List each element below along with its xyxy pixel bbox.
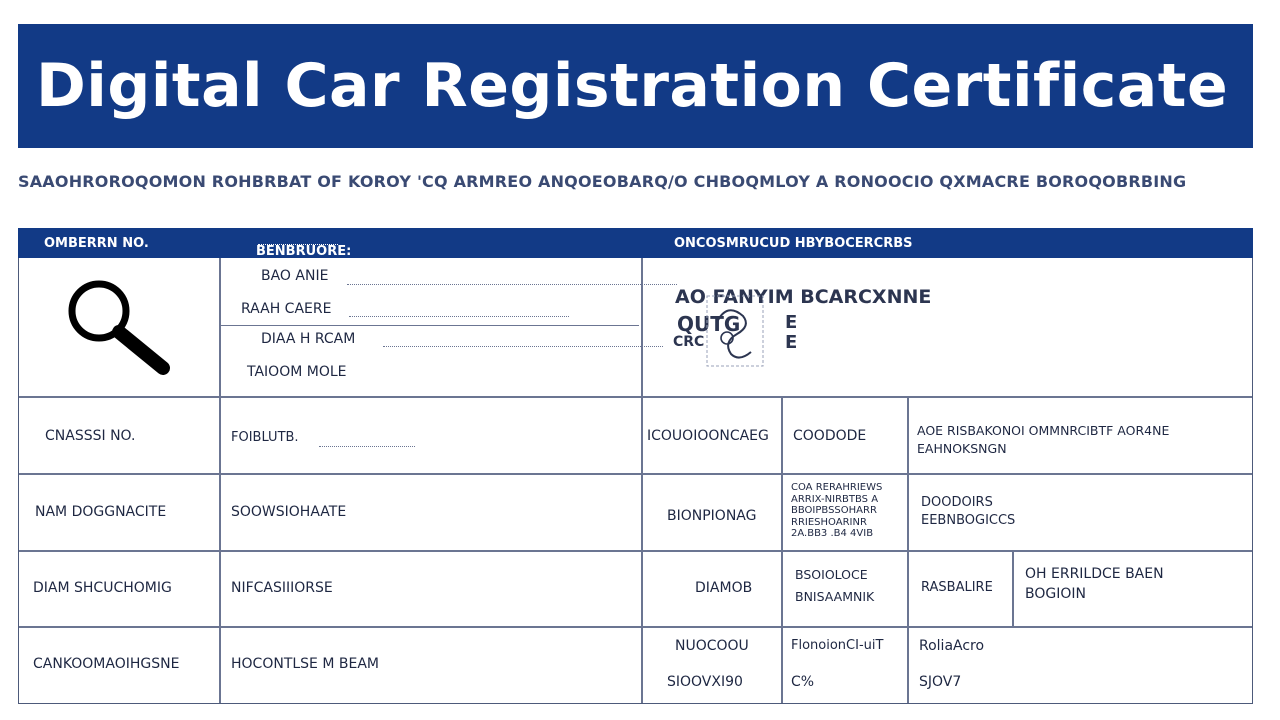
owner-leader-3 xyxy=(383,346,663,347)
row1-col4: COODODE xyxy=(793,428,867,444)
row4-label: CANKOOMAOIHGSNE xyxy=(33,656,180,672)
col-header-number: OMBERRN NO. xyxy=(44,236,149,251)
certificate-subtitle: SAAOHROROQOMON ROHBRBAT OF KOROY 'CQ ARMREO ANQOEOBARQ/O CHBOQMLOY A RONOOCIO QXMACRE BOROQOBRBING xyxy=(18,172,1187,191)
owner-leader-2 xyxy=(349,316,569,317)
col-header-leader xyxy=(258,244,338,245)
row3-label: DIAM SHCUCHOMIG xyxy=(33,580,172,596)
row4-col4b: C% xyxy=(791,674,815,690)
row2-label: NAM DOGGNACITE xyxy=(35,504,167,520)
row3-col4: BSOIOLOCE BNISAAMNIK xyxy=(795,567,875,604)
row2-value: SOOWSIOHAATE xyxy=(231,504,347,520)
stamp-mark-1: E xyxy=(785,312,798,333)
col-header-owner-label: BENBRUORE: xyxy=(256,244,352,259)
row1-leader xyxy=(319,446,415,447)
row3-col5b: OH ERRILDCE BAEN BOGIOIN xyxy=(1025,566,1164,602)
row4-col5a: RoliaAcro xyxy=(919,638,985,654)
row1-value: FOIBLUTB. xyxy=(231,430,299,445)
row1-col5: AOE RISBAKONOI OMMNRCIBTF AOR4NE EAHNOKSNGN xyxy=(917,423,1170,456)
row3-col3: DIAMOB xyxy=(695,580,753,596)
table-header xyxy=(18,228,1253,258)
header-band xyxy=(18,24,1253,148)
hrule-1 xyxy=(19,396,1252,398)
row2-col4: COA RERAHRIEWS ARRIX-NIRBTBS A BBOIPBSSOHARR RRIESHOARINR 2A.BB3 .B4 4VIB xyxy=(791,482,883,539)
row1-col3: ICOUOIOONCAEG xyxy=(647,428,769,444)
owner-label-3: DIAA H RCAM xyxy=(261,331,356,347)
stamp-line-1: AO FANYIM BCARCXNNE xyxy=(675,286,932,308)
row3-col5a: RASBALIRE xyxy=(921,580,993,595)
stamp-line-2: QUTG xyxy=(677,312,741,336)
seal-stamp-icon xyxy=(705,294,765,373)
page-title: Digital Car Registration Certificate xyxy=(36,51,1229,121)
row2-col5: DOODOIRS EEBNBOGICCS xyxy=(921,495,1016,528)
owner-divider xyxy=(219,325,639,326)
row2-col3: BIONPIONAG xyxy=(667,508,757,524)
stamp-line-3: CRC xyxy=(673,334,705,350)
stamp-mark-2: E xyxy=(785,332,798,353)
row1-label: CNASSSI NO. xyxy=(45,428,136,444)
owner-leader-1 xyxy=(347,284,677,285)
row4-col5b: SJOV7 xyxy=(919,674,962,690)
hrule-4 xyxy=(19,626,1252,628)
hrule-3 xyxy=(19,550,1252,552)
row4-col3a: NUOCOOU xyxy=(675,638,749,654)
owner-label-1: BAO ANIE xyxy=(261,268,329,284)
vrule-2 xyxy=(641,258,643,703)
row4-col3b: SIOOVXI90 xyxy=(667,674,743,690)
owner-label-4: TAIOOM MOLE xyxy=(247,364,347,380)
hrule-2 xyxy=(19,473,1252,475)
magnifier-icon xyxy=(65,278,177,383)
col-header-construction: ONCOSMRUCUD HBYBOCERCRBS xyxy=(674,236,913,251)
row4-col4a: FlonoionCI-uiT xyxy=(791,638,884,653)
row4-value: HOCONTLSE M BEAM xyxy=(231,656,379,672)
registration-table xyxy=(18,258,1253,704)
row3-value: NIFCASIIIORSE xyxy=(231,580,333,596)
vrule-5 xyxy=(1012,550,1014,626)
owner-label-2: RAAH CAERE xyxy=(241,301,332,317)
